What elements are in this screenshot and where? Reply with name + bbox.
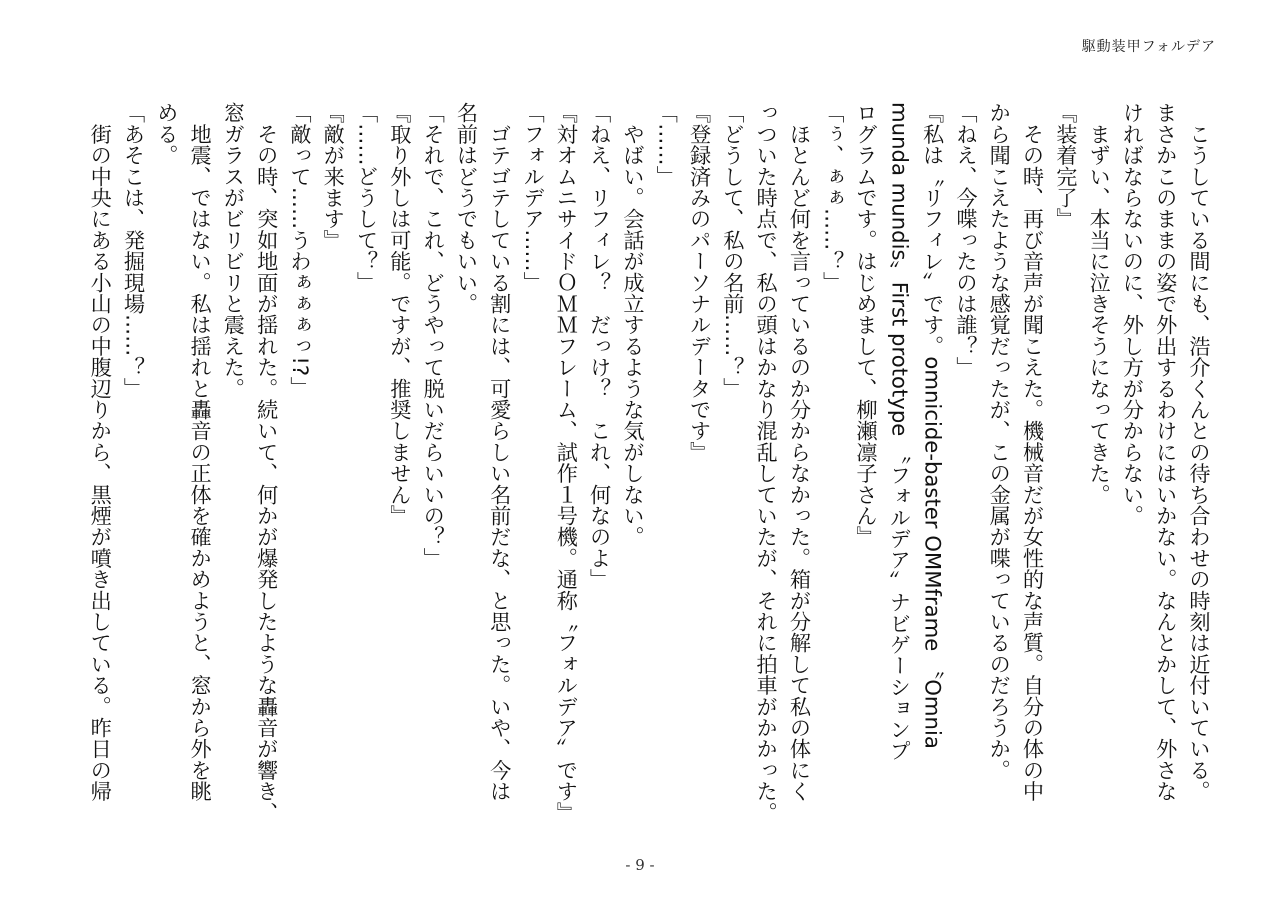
text-line: ければならないのに、外し方が分からない。 [1120, 102, 1146, 526]
text-line: 「……」 [654, 102, 680, 187]
text-line: 「ねえ、今喋ったのは誰？」 [953, 102, 979, 378]
text-line: 『取り外しは可能。ですが、推奨しません』 [387, 102, 413, 526]
text-line: 「ねえ、リフィレ？ だっけ？ これ、何なのよ」 [587, 102, 613, 590]
text-line: ほとんど何を言っているのか分からなかった。箱が分解して私の体にく [787, 102, 813, 802]
text-line: その時、再び音声が聞こえた。機械音だが女性的な声質。自分の体の中 [1020, 102, 1046, 802]
text-line: 「それで、これ、どうやって脱いだらいいの？」 [421, 102, 447, 569]
text-line: 『対オムニサイドＯＭＭフレーム、試作１号機。通称〝フォルデア〟です』 [554, 102, 580, 823]
text-line: やばい。会話が成立するような気がしない。 [620, 102, 646, 548]
text-line: ログラムです。はじめまして、柳瀬凛子さん』 [854, 102, 880, 548]
page-number: - 9 - [625, 856, 655, 874]
text-line: ゴテゴテしている割には、可愛らしい名前だな、と思った。いや、今は [487, 102, 513, 802]
vertical-text-body [84, 102, 1216, 832]
text-line: こうしている間にも、浩介くんとの待ち合わせの時刻は近付いている。 [1187, 102, 1212, 802]
text-line: 『登録済みのパーソナルデータです』 [687, 102, 713, 463]
text-line: める。 [154, 102, 180, 166]
text-line: 『私は〝リフィレ〟です。omnicide-baster OMMframe 〝Omnia [920, 102, 946, 749]
text-line: 街の中央にある小山の中腹辺りから、黒煙が噴き出している。昨日の帰 [88, 102, 114, 802]
text-line: っついた時点で、私の頭はかなり混乱していたが、それに拍車がかかった。 [754, 102, 780, 823]
text-line: 「あそこは、発掘現場……？」 [121, 102, 147, 399]
running-header-title: 駆動装甲フォルデア [1081, 39, 1216, 55]
text-line: 「どうして、私の名前……？」 [720, 102, 746, 399]
text-line: まずい、本当に泣きそうになってきた。 [1087, 102, 1113, 505]
text-line: から聞こえたような感覚だったが、この金属が喋っているのだろうか。 [987, 102, 1013, 781]
text-line: 「フォルデア……」 [521, 102, 547, 293]
text-line: 『装着完了』 [1053, 102, 1079, 230]
text-line: 「ぅ、ぁぁ……？」 [820, 102, 846, 293]
text-line: 地震、ではない。私は揺れと轟音の正体を確かめようと、窓から外を眺 [188, 102, 214, 802]
text-line: 窓ガラスがビリビリと震えた。 [221, 102, 247, 399]
text-line: その時、突如地面が揺れた。続いて、何かが爆発したような轟音が響き、 [254, 102, 280, 823]
text-line: munda mundis〟First prototype 〝フォルデア〟ナビゲーションプ [887, 102, 913, 762]
text-line: 「……どうして？」 [354, 102, 380, 293]
text-line: まさかこのままの姿で外出するわけにはいかない。なんとかして、外さな [1153, 102, 1179, 802]
text-line: 名前はどうでもいい。 [454, 102, 480, 314]
text-line: 「敵って……うわぁぁぁっ!?」 [287, 102, 313, 398]
text-line: 『敵が来ます』 [321, 102, 347, 251]
